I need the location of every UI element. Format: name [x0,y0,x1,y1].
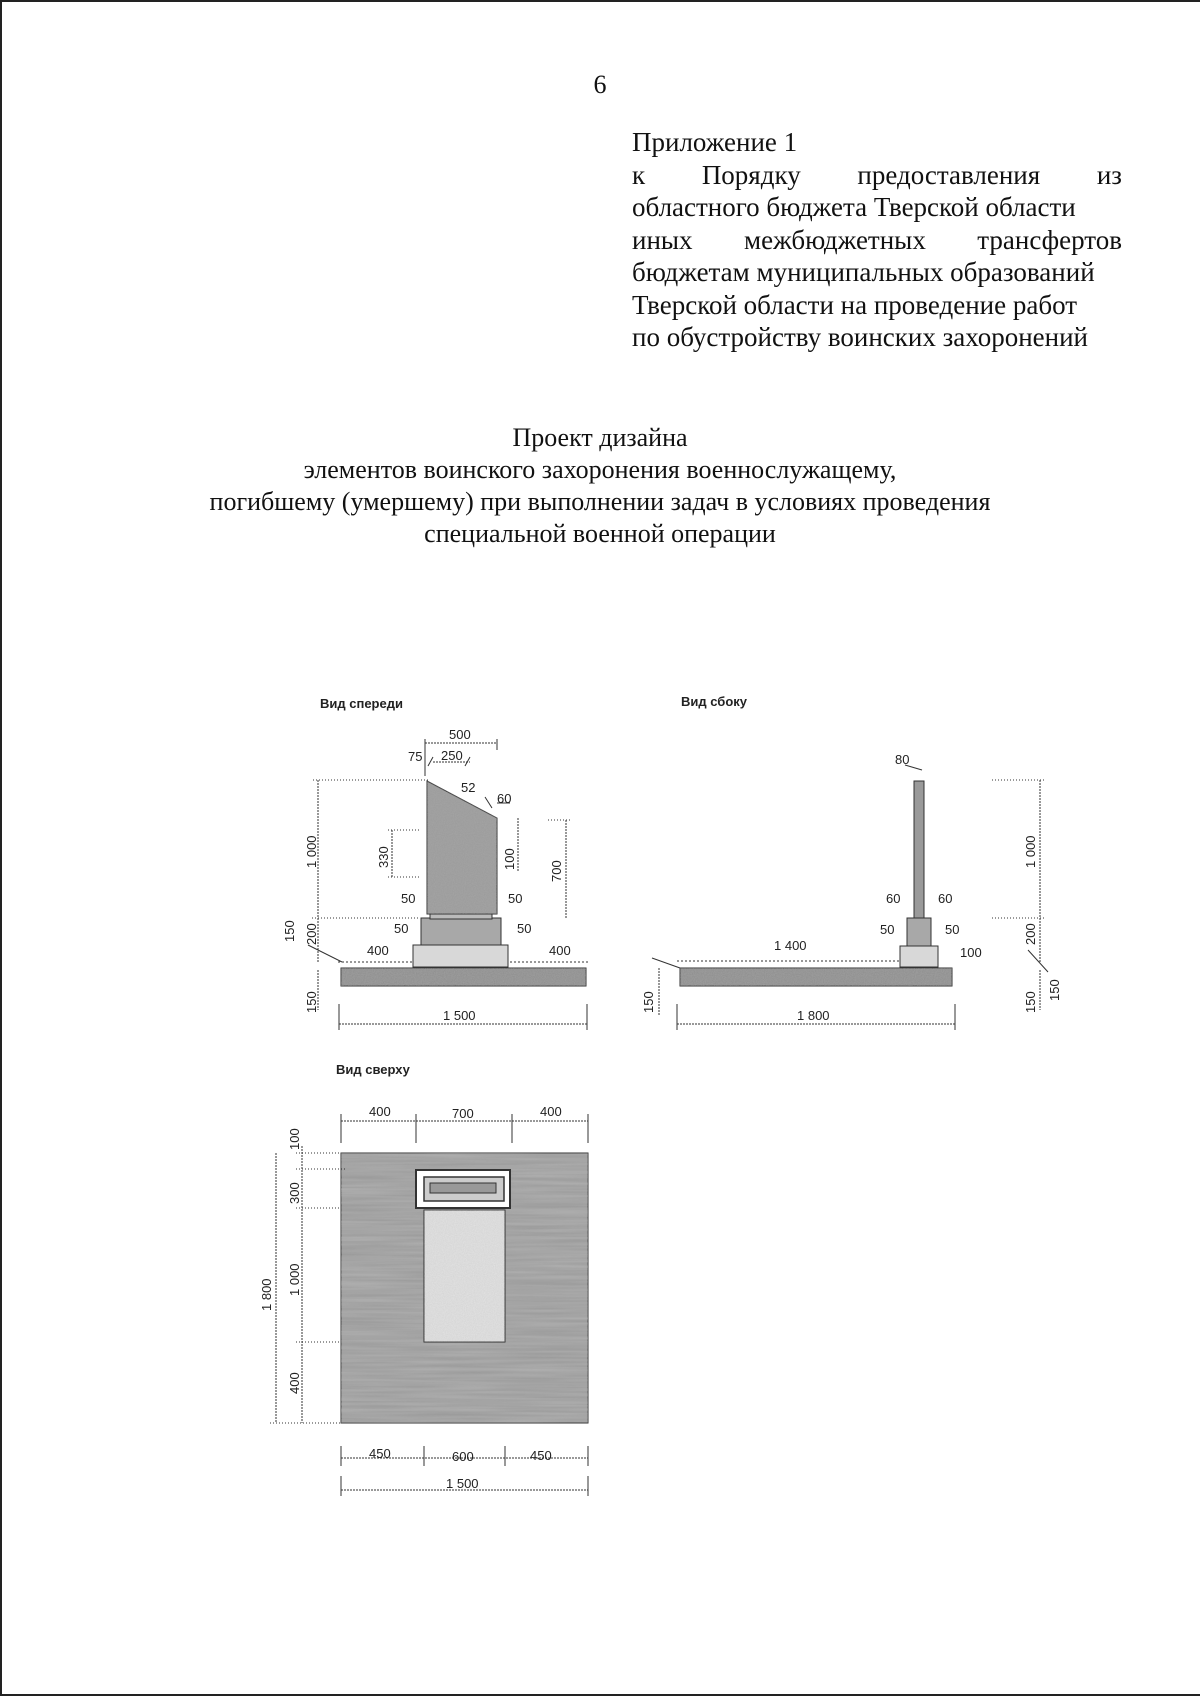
appendix-line-6: Тверской области на проведение работ [632,289,1078,320]
dim-text: 1 000 [1023,835,1038,868]
appendix-line-7: по обустройству воинских захоронений [632,322,1088,352]
dim-text: 50 [394,921,409,936]
side-pedestal-step [907,918,931,946]
dim-text: 150 [641,991,656,1013]
dim-text: 400 [540,1104,562,1119]
dim-text: 150 [1023,991,1038,1013]
dim-text: 700 [452,1106,474,1121]
appendix-line-3: областного бюджета Тверской области [632,192,1076,222]
dim-text: 80 [895,752,910,767]
top-view-label: Вид сверху [336,1062,410,1077]
side-view-drawing [652,765,1048,1030]
dim-text: 50 [880,922,895,937]
dim-text: 150 [1047,979,1062,1001]
dim-text: 60 [938,891,953,906]
word: Порядку [701,159,801,190]
dim-text: 50 [945,922,960,937]
dim-text: 100 [287,1128,302,1150]
word: к [632,159,646,190]
dim-text: 400 [549,943,571,958]
dim-text: 200 [304,923,319,945]
top-view-drawing [270,1114,588,1496]
dim-text: 1 000 [287,1263,302,1296]
side-stele [914,781,924,918]
appendix-line-5: бюджетам муниципальных образований [632,257,1095,287]
front-pedestal-step [421,918,501,945]
title-line-2: элементов воинского захоронения военнослужащему, [303,455,897,484]
dim-text: 700 [549,860,564,882]
dim-text: 500 [449,727,471,742]
dim-text: 1 500 [446,1476,479,1491]
title-line-3: погибшему (умершему) при выполнении задач в условиях проведения [209,487,991,516]
dim-text: 75 [408,749,423,764]
side-view-label: Вид сбоку [681,694,748,709]
word: из [1096,159,1122,190]
dim-text: 60 [886,891,901,906]
dim-text: 600 [452,1449,474,1464]
dim-text: 1 000 [304,835,319,868]
word: иных [632,224,693,255]
dim-text: 100 [502,848,517,870]
front-view-label: Вид спереди [320,696,403,711]
dim-text: 400 [369,1104,391,1119]
dim-text: 50 [517,921,532,936]
title-line-4: специальной военной операции [424,519,776,548]
dim-text: 400 [367,943,389,958]
front-pedestal-base [413,945,508,967]
title-line-1: Проект дизайна [512,423,688,452]
word: трансфертов [977,224,1122,255]
word: предоставления [857,159,1041,190]
dim-text: 400 [287,1372,302,1394]
front-view-drawing [308,739,588,1030]
dim-text: 100 [960,945,982,960]
dim-text: 330 [376,846,391,868]
dim-text: 150 [304,991,319,1013]
front-stele-plinth [430,914,492,919]
dim-text: 450 [369,1446,391,1461]
dim-text: 52 [461,780,476,795]
dim-text: 150 [282,920,297,942]
word: межбюджетных [744,224,926,255]
dim-text: 300 [287,1182,302,1204]
dim-text: 250 [441,748,463,763]
page-number: 6 [593,70,607,99]
dim-text: 50 [401,891,416,906]
side-pedestal-base [900,946,938,967]
dim-text: 200 [1023,923,1038,945]
dim-text: 1 400 [774,938,807,953]
dim-text: 50 [508,891,523,906]
dim-text: 1 800 [259,1278,274,1311]
dim-text: 1 800 [797,1008,830,1023]
dim-text: 1 500 [443,1008,476,1023]
appendix-line-1: Приложение 1 [632,127,798,157]
dim-text: 60 [497,791,512,806]
dim-text: 450 [530,1448,552,1463]
